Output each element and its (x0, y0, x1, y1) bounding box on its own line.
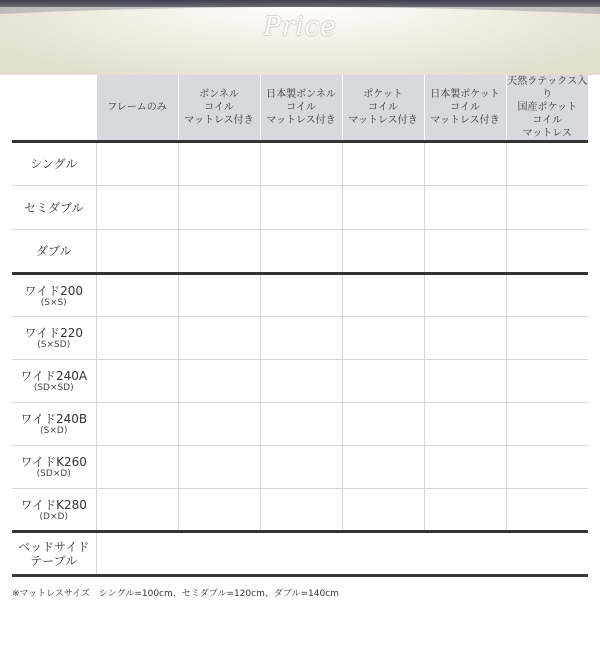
price-cell (424, 142, 506, 186)
header-line: マットレス付き (348, 115, 418, 126)
price-cell (342, 317, 424, 360)
header-line: ボンネル (199, 89, 239, 100)
row-label (12, 403, 96, 446)
table-row-wide220 (12, 317, 588, 360)
price-cell (506, 230, 588, 274)
price-cell (506, 186, 588, 230)
size-name: ワイド200 (24, 283, 84, 298)
price-cell (506, 142, 588, 186)
price-cell (260, 142, 342, 186)
price-table (12, 75, 588, 577)
price-cell (424, 230, 506, 274)
bedside-line: テーブル (30, 553, 78, 568)
table-row-wide240a (12, 360, 588, 403)
size-combo: (S×SD) (37, 340, 71, 350)
price-cell (260, 317, 342, 360)
table-row-semi-double (12, 186, 588, 230)
header-line: マットレス付き (430, 115, 500, 126)
size-combo: (SD×D) (36, 469, 71, 479)
size-name: ワイドK280 (20, 497, 87, 512)
price-cell (178, 360, 260, 403)
size-combo: (S×S) (40, 297, 67, 308)
price-cell (260, 360, 342, 403)
header-line: 国産ポケット (517, 102, 577, 113)
price-cell (96, 142, 178, 186)
mattress-size-footnote: ※マットレスサイズ シングル=100cm、セミダブル=120cm、ダブル=140cm (12, 589, 339, 599)
price-cell (260, 403, 342, 446)
price-cell (342, 230, 424, 274)
price-cell (178, 489, 260, 532)
price-cell (506, 403, 588, 446)
size-name: ダブル (35, 244, 72, 258)
page-title: Price (263, 12, 337, 42)
size-combo: (S×D) (40, 426, 68, 436)
price-cell (506, 489, 588, 532)
price-cell (96, 230, 178, 274)
table-row-wide200 (12, 274, 588, 317)
header-line: ポケット (363, 89, 403, 100)
row-label (12, 532, 96, 576)
row-label (12, 317, 96, 360)
header-line: 日本製ボンネル (266, 89, 336, 100)
price-cell (178, 446, 260, 489)
table-row-widek280 (12, 489, 588, 532)
row-label (12, 489, 96, 532)
row-label (12, 446, 96, 489)
price-cell (342, 142, 424, 186)
price-cell (342, 489, 424, 532)
price-cell (96, 403, 178, 446)
price-cell (424, 360, 506, 403)
size-combo: (SD×SD) (33, 383, 74, 393)
header-line: コイル (532, 115, 563, 126)
price-cell (342, 403, 424, 446)
price-cell (506, 317, 588, 360)
header-frame-only (96, 75, 178, 142)
price-cell (260, 446, 342, 489)
price-cell (506, 274, 588, 317)
row-label (12, 186, 96, 230)
row-label (12, 230, 96, 274)
header-line: コイル (286, 102, 316, 113)
size-name: セミダブル (23, 200, 84, 215)
header-line: 日本製ポケット (430, 89, 500, 100)
price-cell (96, 186, 178, 230)
header-pocket-coil (342, 75, 424, 142)
table-row-widek260 (12, 446, 588, 489)
header-line: マットレス付き (184, 115, 254, 126)
size-name: シングル (30, 157, 78, 171)
header-japan-bonnell-coil (260, 75, 342, 142)
price-cell (260, 274, 342, 317)
row-label (12, 142, 96, 186)
header-line: コイル (450, 102, 480, 113)
header-bonnell-coil (178, 75, 260, 142)
price-cell (260, 186, 342, 230)
price-banner (0, 0, 600, 75)
header-japan-pocket-coil (424, 75, 506, 142)
bedside-line: ベッドサイド (18, 539, 90, 554)
price-cell (342, 446, 424, 489)
header-row (12, 75, 588, 142)
table-row-bedside-table (12, 532, 588, 576)
price-cell (506, 446, 588, 489)
price-cell (260, 489, 342, 532)
price-cell (178, 403, 260, 446)
price-cell (260, 230, 342, 274)
price-cell (424, 446, 506, 489)
header-line: コイル (204, 102, 234, 113)
table-row-wide240b (12, 403, 588, 446)
price-cell (96, 274, 178, 317)
price-cell (424, 186, 506, 230)
size-combo: (D×D) (39, 511, 68, 522)
header-line: マットレス (522, 128, 572, 139)
price-cell (96, 360, 178, 403)
price-cell (424, 489, 506, 532)
price-cell (178, 274, 260, 317)
price-cell (96, 317, 178, 360)
header-line: コイル (368, 102, 398, 113)
header-line: マットレス付き (266, 115, 336, 126)
price-cell (178, 317, 260, 360)
size-name: ワイド220 (24, 326, 84, 340)
price-cell (178, 186, 260, 230)
size-name: ワイド240B (20, 412, 88, 426)
price-cell (424, 317, 506, 360)
size-name: ワイドK260 (20, 455, 87, 469)
size-name: ワイド240A (20, 369, 88, 383)
header-latex-pocket-coil (506, 75, 588, 142)
table-row-single (12, 142, 588, 186)
header-line: 天然ラテックス入り (507, 76, 588, 100)
price-cell-merged (96, 532, 588, 576)
price-cell (342, 186, 424, 230)
header-line: フレームのみ (107, 102, 167, 113)
price-cell (424, 403, 506, 446)
row-label (12, 274, 96, 317)
row-label (12, 360, 96, 403)
price-cell (96, 446, 178, 489)
price-cell (342, 274, 424, 317)
price-cell (506, 360, 588, 403)
table-row-double (12, 230, 588, 274)
price-cell (342, 360, 424, 403)
price-cell (424, 274, 506, 317)
price-cell (178, 142, 260, 186)
header-corner (12, 75, 96, 142)
price-cell (96, 489, 178, 532)
price-cell (178, 230, 260, 274)
